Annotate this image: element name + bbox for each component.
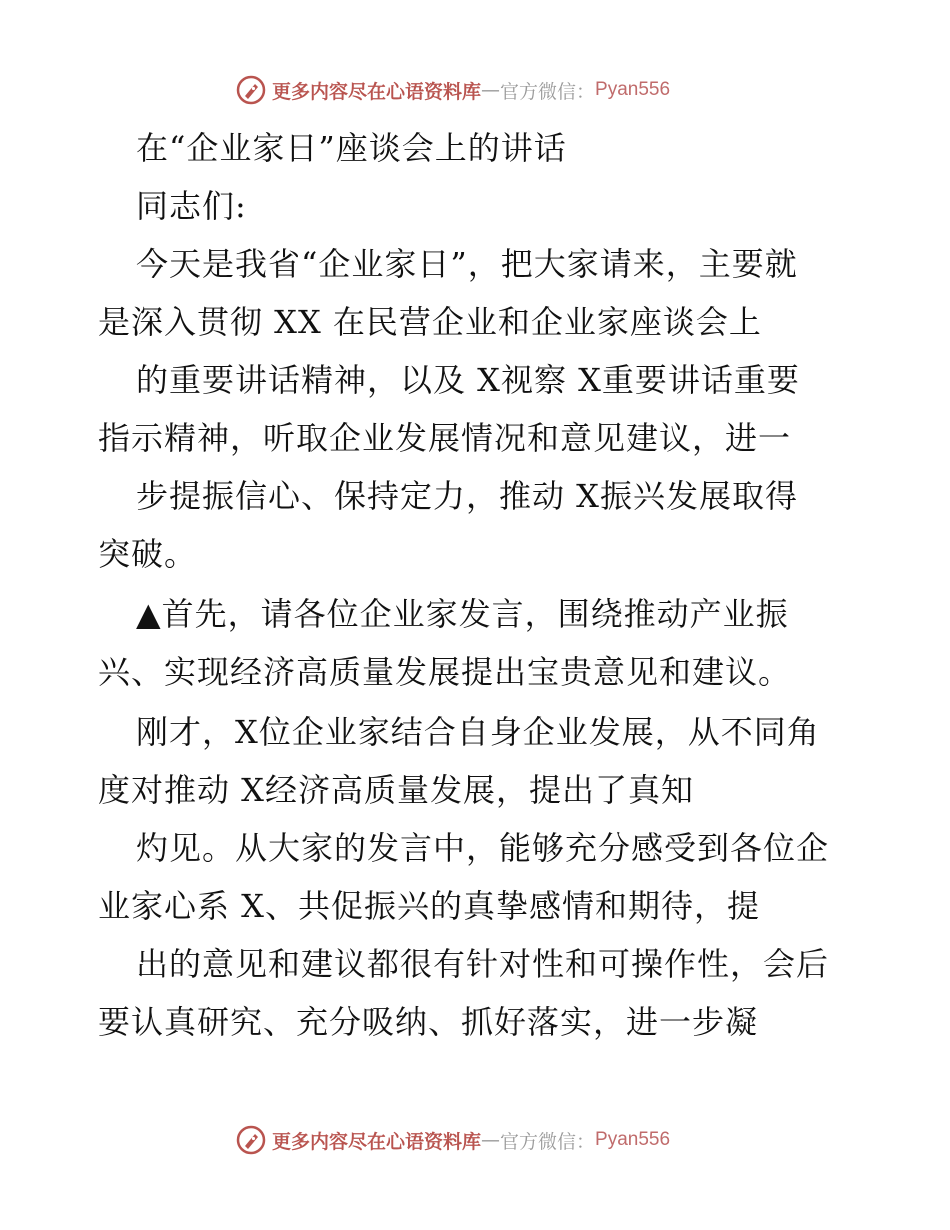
paragraph-line: 突破。 [98,535,198,573]
document-greeting: 同志们: [136,187,247,225]
paragraph-line: ▲首先，请各位企业家发言，围绕推动产业振 [136,595,789,633]
paragraph-line: 的重要讲话精神，以及 X视察 X重要讲话重要 [136,361,800,399]
paragraph-line: 度对推动 X经济高质量发展，提出了真知 [98,771,694,809]
paragraph-line: 业家心系 X、共促振兴的真挚感情和期待，提 [98,887,760,925]
watermark-dash: — [481,79,501,101]
paragraph-line: 刚才，X位企业家结合自身企业发展，从不同角 [136,713,820,751]
watermark-brand-text: 更多内容尽在心语资料库 [272,80,482,103]
paragraph-line: 要认真研究、充分吸纳、抓好落实，进一步凝 [98,1003,759,1041]
paragraph-line: 灼见。从大家的发言中，能够充分感受到各位企 [136,829,830,867]
paragraph-line: 指示精神，听取企业发展情况和意见建议，进一 [98,419,792,457]
watermark-contact-id: Pyan556 [595,1129,671,1150]
paragraph-line: 出的意见和建议都很有针对性和可操作性，会后 [136,945,830,983]
paragraph-line: 是深入贯彻 XX 在民营企业和企业家座谈会上 [98,303,762,341]
pen-nib-logo-icon [236,75,266,105]
watermark-brand-text: 更多内容尽在心语资料库 [272,1130,482,1153]
watermark-dash: — [481,1129,501,1151]
document-title: 在“企业家日”座谈会上的讲话 [136,129,567,167]
pen-nib-logo-icon [236,1125,266,1155]
watermark-contact-label: 官方微信： [500,1130,596,1153]
paragraph-line: 步提振信心、保持定力，推动 X振兴发展取得 [136,477,798,515]
header-watermark [236,72,670,108]
footer-watermark [236,1122,670,1158]
paragraph-line: 今天是我省“企业家日”，把大家请来，主要就 [136,245,798,283]
paragraph-line: 兴、实现经济高质量发展提出宝贵意见和建议。 [98,653,792,691]
watermark-contact-id: Pyan556 [595,79,671,100]
watermark-contact-label: 官方微信： [500,80,596,103]
